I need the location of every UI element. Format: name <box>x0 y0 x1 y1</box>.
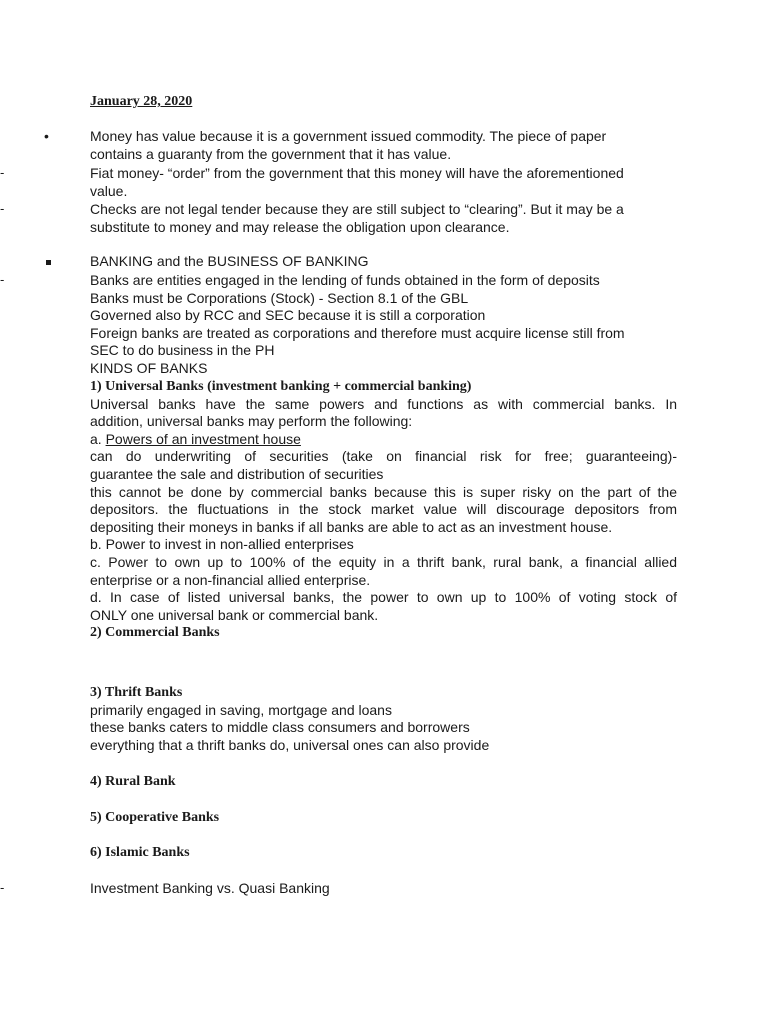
text-line: c. Power to own up to 100% of the equity in a thrift bank, rural bank, a financial allied <box>90 553 677 570</box>
text-line: Fiat money- “order” from the government that this money will have the aforementioned <box>90 165 624 181</box>
text-line: depositors. the fluctuations in the stock market value will discourage depositors from <box>90 501 677 518</box>
text-line: Banks must be Corporations (Stock) - Section 8.1 of the GBL <box>90 289 469 306</box>
thrift-banks-heading: 3) Thrift Banks <box>90 685 183 700</box>
bullet-marker: • <box>44 128 49 144</box>
text-line: Banks are entities engaged in the lending of funds obtained in the form of deposits <box>90 272 600 288</box>
text-line: Universal banks have the same powers and functions as with commercial banks. In <box>90 395 677 412</box>
banking-section-title: BANKING and the BUSINESS OF BANKING <box>90 253 369 269</box>
text-line: d. In case of listed universal banks, the power to own up to 100% of voting stock of <box>90 589 677 606</box>
text-line: guarantee the sale and distribution of securities <box>90 465 384 482</box>
square-bullet-marker <box>46 260 51 265</box>
text-line: contains a guaranty from the government that it has value. <box>90 145 452 162</box>
text-line: value. <box>90 182 128 199</box>
powers-investment-house-line: a. Powers of an investment house <box>90 430 301 447</box>
thrift-banks-section <box>90 684 677 754</box>
universal-banks-heading: 1) Universal Banks (investment banking + commercial banking) <box>90 379 472 394</box>
commercial-banks-heading: 2) Commercial Banks <box>90 625 220 641</box>
banking-notes <box>90 272 677 378</box>
text-line: Foreign banks are treated as corporations and therefore must acquire license still from <box>90 324 625 341</box>
money-value-paragraph <box>90 128 677 163</box>
date-heading: January 28, 2020 <box>90 94 193 109</box>
text-line: b. Power to invest in non-allied enterprises <box>90 536 354 553</box>
text-line: enterprise or a non-financial allied enterprise. <box>90 571 371 588</box>
universal-banks-section <box>90 378 677 642</box>
text-line: Money has value because it is a government issued commodity. The piece of paper <box>90 128 607 144</box>
dash-marker: - <box>0 165 5 180</box>
dash-marker: - <box>0 880 5 895</box>
cooperative-banks-heading: 5) Cooperative Banks <box>90 810 220 825</box>
text-line: primarily engaged in saving, mortgage and loans <box>90 701 392 718</box>
text-line: ONLY one universal bank or commercial bank. <box>90 606 379 623</box>
text-line: Checks are not legal tender because they are still subject to “clearing”. But it may be a <box>90 201 624 217</box>
text-line: everything that a thrift banks do, universal ones can also provide <box>90 736 490 753</box>
text-line: SEC to do business in the PH <box>90 342 275 359</box>
powers-investment-house-label: Powers of an investment house <box>105 430 301 447</box>
text-line: these banks caters to middle class consumers and borrowers <box>90 719 470 736</box>
checks-paragraph <box>90 201 677 236</box>
text-line: substitute to money and may release the obligation upon clearance. <box>90 218 510 235</box>
text-line: this cannot be done by commercial banks because this is super risky on the part of the <box>90 483 677 500</box>
text-line: KINDS OF BANKS <box>90 359 208 376</box>
text-line: addition, universal banks may perform the following: <box>90 413 413 430</box>
text-line: can do underwriting of securities (take on financial risk for free; guaranteeing)- <box>90 448 677 465</box>
islamic-banks-heading: 6) Islamic Banks <box>90 845 190 860</box>
text-line: Governed also by RCC and SEC because it is still a corporation <box>90 307 486 324</box>
investment-vs-quasi-line: Investment Banking vs. Quasi Banking <box>90 880 330 896</box>
text-line: depositing their moneys in banks if all banks are able to act as an investment house. <box>90 518 613 535</box>
dash-marker: - <box>0 272 5 287</box>
dash-marker: - <box>0 201 5 216</box>
rural-bank-heading: 4) Rural Bank <box>90 774 176 789</box>
fiat-money-paragraph <box>90 165 677 200</box>
